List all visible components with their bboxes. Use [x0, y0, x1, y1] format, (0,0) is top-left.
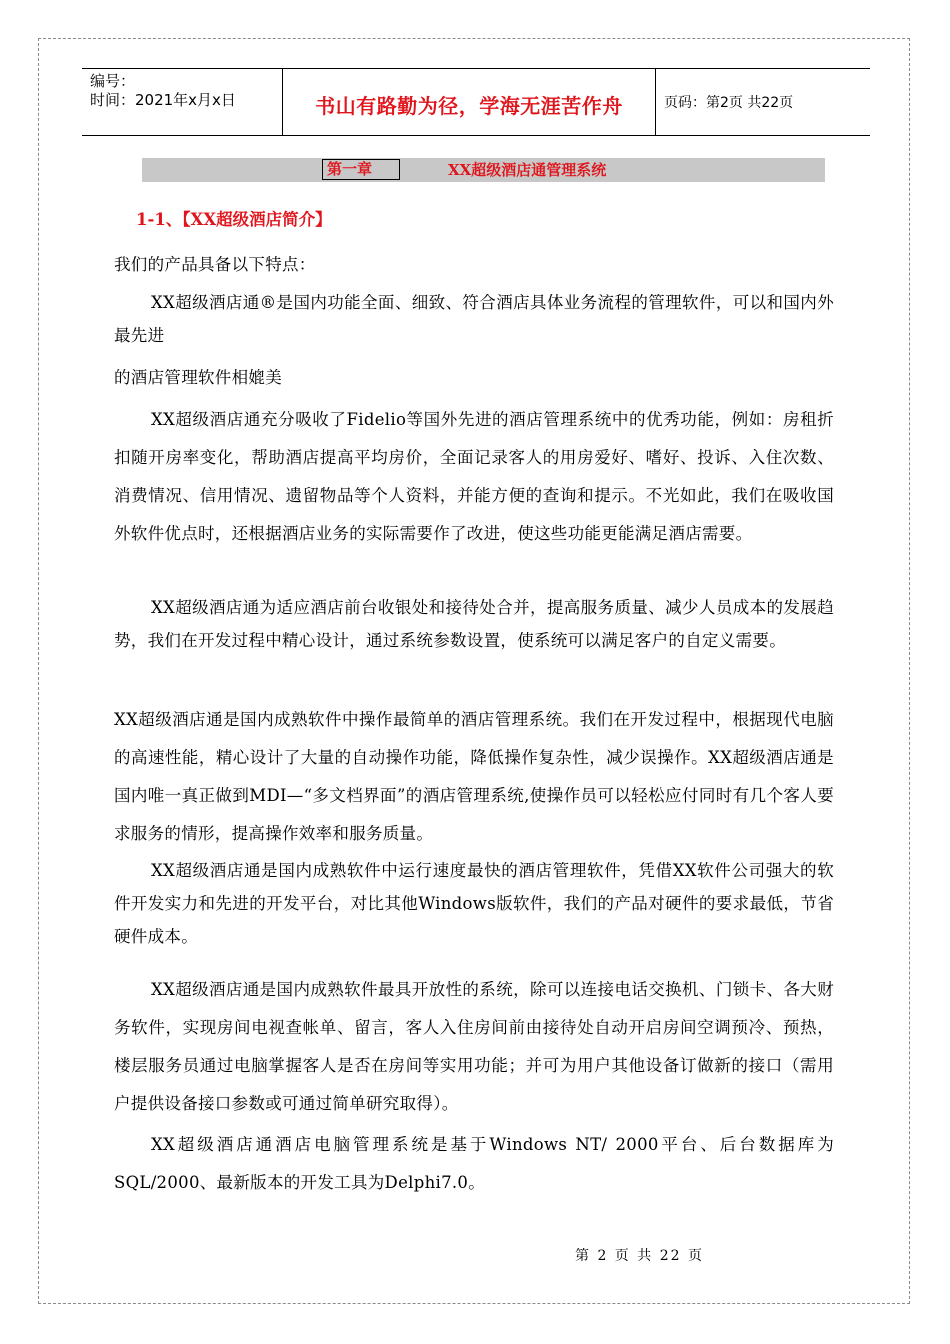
chapter-title: XX超级酒店通管理系统 [448, 161, 607, 179]
chapter-number: 第一章 [322, 159, 400, 180]
paragraph-6: XX超级酒店通是国内成熟软件中运行速度最快的酒店管理软件，凭借XX软件公司强大的软件开发实力和先进的开发平台，对比其他Windows版软件，我们的产品对硬件的要求最低，节省硬件成本。 [114, 861, 834, 946]
chapter-bar [142, 158, 825, 182]
header-time-label: 时间：2021年x月x日 [90, 91, 236, 109]
paragraph-8: XX超级酒店通酒店电脑管理系统是基于Windows NT/ 2000平台、后台数据库为SQL/2000、最新版本的开发工具为Delphi7.0。 [114, 1135, 834, 1192]
header-motto: 书山有路勤为径，学海无涯苦作舟 [315, 93, 623, 118]
paragraph-2b: 的酒店管理软件相媲美 [114, 368, 282, 387]
header-number-label: 编号： [90, 72, 136, 90]
header-motto-cell [282, 69, 656, 135]
paragraph-3: XX超级酒店通充分吸收了Fidelio等国外先进的酒店管理系统中的优秀功能，例如：房租折扣随开房率变化，帮助酒店提高平均房价，全面记录客人的用房爱好、嗜好、投诉、入住次数、消费情况、信用情况、遗留物品等个人资料，并能方便的查询和提示。不光如此，我们在吸收国外软件优点时，还根据酒店业务的实际需要作了改进，使这些功能更能满足酒店需要。 [114, 410, 834, 543]
header-page-info-cell [656, 69, 870, 135]
section-heading: 1-1、【XX超级酒店简介】 [136, 210, 332, 229]
paragraph-intro: 我们的产品具备以下特点： [114, 255, 316, 274]
paragraph-2a: XX超级酒店通®是国内功能全面、细致、符合酒店具体业务流程的管理软件，可以和国内外最先进 [114, 293, 834, 345]
paragraph-4: XX超级酒店通为适应酒店前台收银处和接待处合并，提高服务质量、减少人员成本的发展趋势，我们在开发过程中精心设计，通过系统参数设置，使系统可以满足客户的自定义需要。 [114, 598, 834, 650]
header-page-info: 页码：第2页 共22页 [664, 95, 794, 111]
page-footer: 第 2 页 共 22 页 [575, 1248, 704, 1264]
header-meta [82, 69, 282, 135]
page-header [82, 68, 870, 136]
paragraph-5: XX超级酒店通是国内成熟软件中操作最简单的酒店管理系统。我们在开发过程中，根据现代电脑的高速性能，精心设计了大量的自动操作功能，降低操作复杂性，减少误操作。XX超级酒店通是国内唯一真正做到MDI—“多文档界面”的酒店管理系统,使操作员可以轻松应付同时有几个客人要求服务的情形，提高操作效率和服务质量。 [114, 710, 834, 843]
paragraph-7: XX超级酒店通是国内成熟软件最具开放性的系统，除可以连接电话交换机、门锁卡、各大财务软件，实现房间电视查帐单、留言，客人入住房间前由接待处自动开启房间空调预冷、预热，楼层服务员通过电脑掌握客人是否在房间等实用功能；并可为用户其他设备订做新的接口（需用户提供设备接口参数或可通过简单研究取得）。 [114, 980, 834, 1113]
